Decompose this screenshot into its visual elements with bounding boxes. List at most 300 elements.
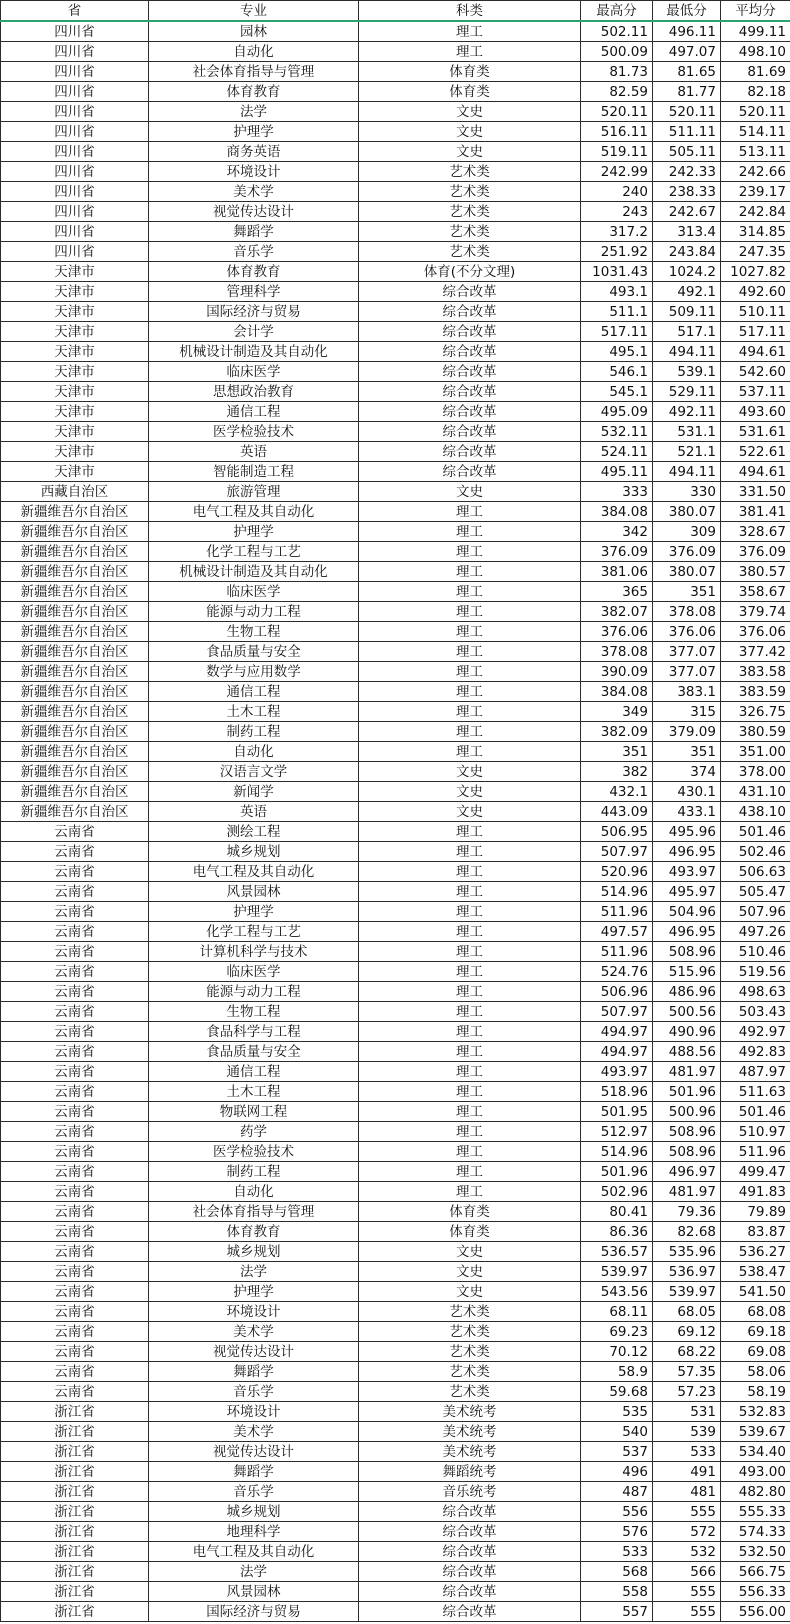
cell-avg-score: 81.69: [721, 62, 790, 82]
cell-major: 护理学: [149, 902, 359, 922]
cell-category: 体育类: [359, 1222, 581, 1242]
cell-min-score: 488.56: [653, 1042, 721, 1062]
cell-category: 理工: [359, 522, 581, 542]
cell-category: 理工: [359, 562, 581, 582]
cell-province: 天津市: [1, 322, 149, 342]
cell-min-score: 379.09: [653, 722, 721, 742]
table-row: [1, 1162, 790, 1182]
cell-category: 理工: [359, 642, 581, 662]
cell-province: 新疆维吾尔自治区: [1, 802, 149, 822]
cell-max-score: 506.95: [581, 822, 653, 842]
cell-min-score: 376.09: [653, 542, 721, 562]
cell-province: 新疆维吾尔自治区: [1, 762, 149, 782]
cell-min-score: 81.77: [653, 82, 721, 102]
cell-major: 护理学: [149, 522, 359, 542]
table-row: [1, 62, 790, 82]
cell-avg-score: 505.47: [721, 882, 790, 902]
table-row: [1, 502, 790, 522]
cell-province: 云南省: [1, 1062, 149, 1082]
cell-major: 能源与动力工程: [149, 982, 359, 1002]
cell-max-score: 546.1: [581, 362, 653, 382]
cell-avg-score: 379.74: [721, 602, 790, 622]
cell-major: 药学: [149, 1122, 359, 1142]
cell-max-score: 382.09: [581, 722, 653, 742]
header-max-score: 最高分: [581, 1, 653, 22]
cell-max-score: 501.96: [581, 1162, 653, 1182]
cell-min-score: 492.11: [653, 402, 721, 422]
cell-province: 云南省: [1, 1162, 149, 1182]
cell-province: 浙江省: [1, 1442, 149, 1462]
header-province: 省: [1, 1, 149, 22]
cell-province: 浙江省: [1, 1542, 149, 1562]
cell-category: 理工: [359, 842, 581, 862]
table-row: [1, 322, 790, 342]
cell-min-score: 520.11: [653, 102, 721, 122]
cell-max-score: 59.68: [581, 1382, 653, 1402]
cell-major: 数学与应用数学: [149, 662, 359, 682]
cell-category: 文史: [359, 102, 581, 122]
cell-category: 艺术类: [359, 1302, 581, 1322]
cell-province: 云南省: [1, 1042, 149, 1062]
cell-major: 美术学: [149, 182, 359, 202]
cell-max-score: 493.97: [581, 1062, 653, 1082]
cell-avg-score: 239.17: [721, 182, 790, 202]
cell-min-score: 496.11: [653, 21, 721, 42]
cell-category: 综合改革: [359, 1562, 581, 1582]
cell-avg-score: 58.19: [721, 1382, 790, 1402]
cell-category: 理工: [359, 42, 581, 62]
cell-min-score: 495.97: [653, 882, 721, 902]
cell-major: 社会体育指导与管理: [149, 62, 359, 82]
cell-major: 能源与动力工程: [149, 602, 359, 622]
cell-max-score: 495.09: [581, 402, 653, 422]
cell-major: 机械设计制造及其自动化: [149, 342, 359, 362]
cell-max-score: 70.12: [581, 1342, 653, 1362]
cell-min-score: 539: [653, 1422, 721, 1442]
cell-province: 浙江省: [1, 1582, 149, 1602]
table-row: [1, 682, 790, 702]
cell-major: 自动化: [149, 1182, 359, 1202]
cell-min-score: 493.97: [653, 862, 721, 882]
cell-category: 艺术类: [359, 162, 581, 182]
cell-avg-score: 331.50: [721, 482, 790, 502]
cell-category: 理工: [359, 742, 581, 762]
cell-min-score: 494.11: [653, 342, 721, 362]
cell-category: 文史: [359, 482, 581, 502]
cell-major: 环境设计: [149, 1302, 359, 1322]
table-row: [1, 122, 790, 142]
table-row: [1, 1322, 790, 1342]
cell-avg-score: 494.61: [721, 462, 790, 482]
table-row: [1, 302, 790, 322]
header-row: [1, 1, 790, 22]
cell-avg-score: 247.35: [721, 242, 790, 262]
cell-max-score: 533: [581, 1542, 653, 1562]
cell-max-score: 69.23: [581, 1322, 653, 1342]
cell-major: 体育教育: [149, 82, 359, 102]
cell-category: 理工: [359, 1002, 581, 1022]
cell-max-score: 500.09: [581, 42, 653, 62]
cell-avg-score: 520.11: [721, 102, 790, 122]
cell-min-score: 481: [653, 1482, 721, 1502]
cell-max-score: 493.1: [581, 282, 653, 302]
cell-province: 云南省: [1, 1142, 149, 1162]
cell-province: 浙江省: [1, 1602, 149, 1622]
cell-category: 综合改革: [359, 402, 581, 422]
cell-province: 新疆维吾尔自治区: [1, 662, 149, 682]
cell-avg-score: 82.18: [721, 82, 790, 102]
cell-major: 新闻学: [149, 782, 359, 802]
cell-major: 电气工程及其自动化: [149, 1542, 359, 1562]
cell-avg-score: 351.00: [721, 742, 790, 762]
cell-major: 风景园林: [149, 882, 359, 902]
cell-min-score: 509.11: [653, 302, 721, 322]
cell-major: 食品科学与工程: [149, 1022, 359, 1042]
cell-category: 理工: [359, 1162, 581, 1182]
cell-category: 艺术类: [359, 242, 581, 262]
cell-major: 临床医学: [149, 582, 359, 602]
cell-max-score: 512.97: [581, 1122, 653, 1142]
cell-major: 视觉传达设计: [149, 1442, 359, 1462]
cell-max-score: 251.92: [581, 242, 653, 262]
table-row: [1, 1002, 790, 1022]
cell-avg-score: 513.11: [721, 142, 790, 162]
cell-category: 艺术类: [359, 1342, 581, 1362]
cell-max-score: 80.41: [581, 1202, 653, 1222]
cell-avg-score: 358.67: [721, 582, 790, 602]
cell-min-score: 536.97: [653, 1262, 721, 1282]
cell-category: 理工: [359, 1062, 581, 1082]
cell-province: 新疆维吾尔自治区: [1, 522, 149, 542]
cell-category: 理工: [359, 1122, 581, 1142]
cell-category: 综合改革: [359, 322, 581, 342]
cell-major: 自动化: [149, 42, 359, 62]
table-row: [1, 182, 790, 202]
cell-max-score: 349: [581, 702, 653, 722]
cell-category: 理工: [359, 962, 581, 982]
table-row: [1, 342, 790, 362]
table-row: [1, 422, 790, 442]
cell-max-score: 351: [581, 742, 653, 762]
cell-avg-score: 242.66: [721, 162, 790, 182]
cell-major: 会计学: [149, 322, 359, 342]
cell-avg-score: 79.89: [721, 1202, 790, 1222]
cell-category: 艺术类: [359, 1382, 581, 1402]
cell-province: 新疆维吾尔自治区: [1, 622, 149, 642]
cell-min-score: 497.07: [653, 42, 721, 62]
cell-min-score: 351: [653, 582, 721, 602]
cell-category: 文史: [359, 762, 581, 782]
cell-major: 通信工程: [149, 1062, 359, 1082]
cell-province: 天津市: [1, 262, 149, 282]
cell-min-score: 374: [653, 762, 721, 782]
cell-max-score: 382: [581, 762, 653, 782]
cell-min-score: 376.06: [653, 622, 721, 642]
cell-min-score: 517.1: [653, 322, 721, 342]
cell-avg-score: 499.11: [721, 21, 790, 42]
cell-province: 西藏自治区: [1, 482, 149, 502]
table-row: [1, 1422, 790, 1442]
table-row: [1, 982, 790, 1002]
cell-category: 理工: [359, 622, 581, 642]
cell-avg-score: 498.63: [721, 982, 790, 1002]
cell-category: 综合改革: [359, 382, 581, 402]
cell-major: 计算机科学与技术: [149, 942, 359, 962]
cell-major: 通信工程: [149, 402, 359, 422]
table-row: [1, 1602, 790, 1622]
cell-min-score: 380.07: [653, 562, 721, 582]
cell-max-score: 539.97: [581, 1262, 653, 1282]
cell-min-score: 539.97: [653, 1282, 721, 1302]
cell-major: 自动化: [149, 742, 359, 762]
cell-max-score: 1031.43: [581, 262, 653, 282]
cell-category: 综合改革: [359, 462, 581, 482]
cell-avg-score: 501.46: [721, 1102, 790, 1122]
table-row: [1, 1262, 790, 1282]
cell-major: 物联网工程: [149, 1102, 359, 1122]
cell-category: 文史: [359, 1262, 581, 1282]
cell-major: 美术学: [149, 1322, 359, 1342]
cell-min-score: 242.67: [653, 202, 721, 222]
cell-max-score: 518.96: [581, 1082, 653, 1102]
cell-province: 天津市: [1, 282, 149, 302]
table-row: [1, 282, 790, 302]
cell-province: 四川省: [1, 182, 149, 202]
cell-major: 护理学: [149, 1282, 359, 1302]
cell-province: 云南省: [1, 1202, 149, 1222]
cell-min-score: 508.96: [653, 942, 721, 962]
cell-avg-score: 380.59: [721, 722, 790, 742]
cell-avg-score: 492.97: [721, 1022, 790, 1042]
cell-avg-score: 381.41: [721, 502, 790, 522]
cell-major: 环境设计: [149, 162, 359, 182]
cell-major: 音乐学: [149, 1382, 359, 1402]
cell-category: 综合改革: [359, 302, 581, 322]
cell-min-score: 481.97: [653, 1182, 721, 1202]
cell-province: 云南省: [1, 1382, 149, 1402]
cell-avg-score: 511.96: [721, 1142, 790, 1162]
cell-category: 文史: [359, 802, 581, 822]
cell-province: 天津市: [1, 462, 149, 482]
table-row: [1, 862, 790, 882]
table-row: [1, 1362, 790, 1382]
cell-avg-score: 314.85: [721, 222, 790, 242]
cell-avg-score: 531.61: [721, 422, 790, 442]
cell-category: 理工: [359, 1082, 581, 1102]
cell-major: 食品质量与安全: [149, 642, 359, 662]
cell-avg-score: 507.96: [721, 902, 790, 922]
table-row: [1, 1202, 790, 1222]
cell-max-score: 376.06: [581, 622, 653, 642]
cell-max-score: 390.09: [581, 662, 653, 682]
table-row: [1, 162, 790, 182]
cell-max-score: 557: [581, 1602, 653, 1622]
cell-major: 化学工程与工艺: [149, 922, 359, 942]
cell-avg-score: 493.00: [721, 1462, 790, 1482]
cell-province: 新疆维吾尔自治区: [1, 742, 149, 762]
cell-min-score: 68.22: [653, 1342, 721, 1362]
table-row: [1, 1102, 790, 1122]
cell-max-score: 502.96: [581, 1182, 653, 1202]
cell-max-score: 524.76: [581, 962, 653, 982]
cell-category: 综合改革: [359, 422, 581, 442]
cell-category: 体育(不分文理): [359, 262, 581, 282]
cell-min-score: 57.23: [653, 1382, 721, 1402]
cell-province: 新疆维吾尔自治区: [1, 502, 149, 522]
cell-min-score: 496.95: [653, 842, 721, 862]
cell-province: 天津市: [1, 382, 149, 402]
cell-avg-score: 326.75: [721, 702, 790, 722]
cell-min-score: 378.08: [653, 602, 721, 622]
table-row: [1, 942, 790, 962]
cell-avg-score: 492.60: [721, 282, 790, 302]
table-row: [1, 222, 790, 242]
cell-major: 电气工程及其自动化: [149, 502, 359, 522]
cell-province: 云南省: [1, 1242, 149, 1262]
table-row: [1, 482, 790, 502]
cell-max-score: 240: [581, 182, 653, 202]
table-row: [1, 1122, 790, 1142]
cell-major: 音乐学: [149, 1482, 359, 1502]
table-row: [1, 1342, 790, 1362]
cell-major: 国际经济与贸易: [149, 1602, 359, 1622]
cell-major: 美术学: [149, 1422, 359, 1442]
cell-province: 云南省: [1, 1342, 149, 1362]
cell-avg-score: 497.26: [721, 922, 790, 942]
cell-avg-score: 69.18: [721, 1322, 790, 1342]
cell-max-score: 495.1: [581, 342, 653, 362]
cell-category: 综合改革: [359, 362, 581, 382]
cell-max-score: 243: [581, 202, 653, 222]
table-row: [1, 1182, 790, 1202]
cell-max-score: 495.11: [581, 462, 653, 482]
cell-province: 新疆维吾尔自治区: [1, 562, 149, 582]
cell-max-score: 507.97: [581, 1002, 653, 1022]
cell-avg-score: 431.10: [721, 782, 790, 802]
cell-category: 音乐统考: [359, 1482, 581, 1502]
cell-max-score: 381.06: [581, 562, 653, 582]
cell-avg-score: 510.97: [721, 1122, 790, 1142]
cell-major: 机械设计制造及其自动化: [149, 562, 359, 582]
header-min-score: 最低分: [653, 1, 721, 22]
cell-avg-score: 438.10: [721, 802, 790, 822]
cell-min-score: 496.97: [653, 1162, 721, 1182]
cell-min-score: 238.33: [653, 182, 721, 202]
table-row: [1, 262, 790, 282]
table-row: [1, 1382, 790, 1402]
cell-province: 浙江省: [1, 1502, 149, 1522]
cell-major: 地理科学: [149, 1522, 359, 1542]
cell-province: 新疆维吾尔自治区: [1, 642, 149, 662]
table-row: [1, 1462, 790, 1482]
cell-max-score: 376.09: [581, 542, 653, 562]
table-row: [1, 142, 790, 162]
cell-min-score: 531: [653, 1402, 721, 1422]
cell-max-score: 535: [581, 1402, 653, 1422]
cell-min-score: 242.33: [653, 162, 721, 182]
cell-max-score: 365: [581, 582, 653, 602]
cell-min-score: 491: [653, 1462, 721, 1482]
cell-max-score: 58.9: [581, 1362, 653, 1382]
table-row: [1, 722, 790, 742]
cell-category: 文史: [359, 122, 581, 142]
cell-province: 浙江省: [1, 1422, 149, 1442]
cell-province: 浙江省: [1, 1482, 149, 1502]
cell-min-score: 501.96: [653, 1082, 721, 1102]
cell-avg-score: 83.87: [721, 1222, 790, 1242]
cell-major: 舞蹈学: [149, 1462, 359, 1482]
table-row: [1, 762, 790, 782]
cell-avg-score: 498.10: [721, 42, 790, 62]
table-row: [1, 922, 790, 942]
table-row: [1, 802, 790, 822]
cell-avg-score: 68.08: [721, 1302, 790, 1322]
cell-max-score: 517.11: [581, 322, 653, 342]
cell-major: 汉语言文学: [149, 762, 359, 782]
table-row: [1, 1442, 790, 1462]
cell-category: 理工: [359, 702, 581, 722]
cell-max-score: 540: [581, 1422, 653, 1442]
cell-min-score: 508.96: [653, 1142, 721, 1162]
cell-province: 四川省: [1, 42, 149, 62]
cell-major: 医学检验技术: [149, 1142, 359, 1162]
cell-major: 土木工程: [149, 702, 359, 722]
cell-avg-score: 492.83: [721, 1042, 790, 1062]
cell-category: 理工: [359, 1022, 581, 1042]
cell-province: 四川省: [1, 122, 149, 142]
cell-category: 理工: [359, 1142, 581, 1162]
cell-province: 云南省: [1, 902, 149, 922]
cell-major: 环境设计: [149, 1402, 359, 1422]
cell-avg-score: 69.08: [721, 1342, 790, 1362]
cell-major: 舞蹈学: [149, 1362, 359, 1382]
cell-min-score: 500.96: [653, 1102, 721, 1122]
cell-min-score: 505.11: [653, 142, 721, 162]
cell-major: 法学: [149, 102, 359, 122]
cell-major: 体育教育: [149, 1222, 359, 1242]
table-row: [1, 822, 790, 842]
cell-max-score: 333: [581, 482, 653, 502]
cell-avg-score: 510.11: [721, 302, 790, 322]
cell-max-score: 520.11: [581, 102, 653, 122]
cell-major: 土木工程: [149, 1082, 359, 1102]
table-row: [1, 242, 790, 262]
table-row: [1, 1502, 790, 1522]
cell-province: 天津市: [1, 442, 149, 462]
cell-major: 制药工程: [149, 1162, 359, 1182]
cell-category: 艺术类: [359, 1322, 581, 1342]
cell-category: 理工: [359, 862, 581, 882]
cell-avg-score: 383.59: [721, 682, 790, 702]
cell-avg-score: 539.67: [721, 1422, 790, 1442]
table-row: [1, 1022, 790, 1042]
cell-max-score: 511.96: [581, 942, 653, 962]
cell-max-score: 543.56: [581, 1282, 653, 1302]
cell-major: 生物工程: [149, 1002, 359, 1022]
cell-avg-score: 494.61: [721, 342, 790, 362]
cell-province: 四川省: [1, 82, 149, 102]
cell-category: 综合改革: [359, 1502, 581, 1522]
cell-province: 新疆维吾尔自治区: [1, 602, 149, 622]
cell-major: 视觉传达设计: [149, 1342, 359, 1362]
table-row: [1, 1542, 790, 1562]
table-body: [1, 21, 790, 1622]
cell-max-score: 545.1: [581, 382, 653, 402]
cell-avg-score: 499.47: [721, 1162, 790, 1182]
cell-min-score: 521.1: [653, 442, 721, 462]
cell-category: 理工: [359, 1182, 581, 1202]
cell-avg-score: 380.57: [721, 562, 790, 582]
